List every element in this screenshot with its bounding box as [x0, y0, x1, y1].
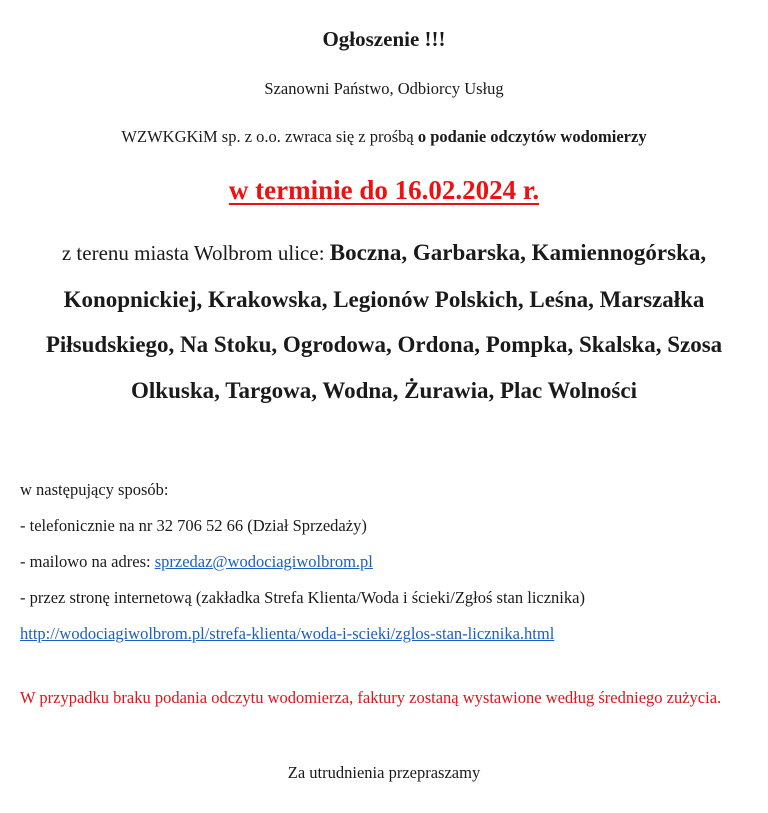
request-text	[0, 126, 768, 148]
deadline	[0, 172, 768, 208]
methods-heading: w następujący sposób:	[20, 480, 169, 499]
warning-text: W przypadku braku podania odczytu wodomierza, faktury zostaną wystawione według średniego zużycia.	[20, 688, 722, 707]
streets-list: Boczna, Garbarska, Kamiennogórska, Konopnickiej, Krakowska, Legionów Polskich, Leśna, Marszałka Piłsudskiego, Na Stoku, Ogrodowa, Ordona, Pompka, Skalska, Szosa Olkuska, Targowa, Wodna, Żurawia, Plac Wolności	[45, 240, 723, 403]
streets-intro: z terenu miasta Wolbrom ulice:	[61, 241, 330, 265]
email-link[interactable]: sprzedaz@wodociagiwolbrom.pl	[154, 552, 373, 571]
closing-text: Za utrudnienia przepraszamy	[287, 763, 481, 782]
method-phone: - telefonicznie na nr 32 706 52 66 (Dział Sprzedaży)	[20, 516, 367, 535]
announcement-title: Ogłoszenie !!!	[322, 27, 446, 51]
method-email	[20, 544, 760, 580]
deadline-text: w terminie do 16.02.2024 r.	[228, 175, 540, 205]
request-bold: o podanie odczytów wodomierzy	[417, 127, 647, 146]
contact-methods	[20, 472, 760, 652]
request-prefix: WZWKGKiM sp. z o.o. zwraca się z prośbą	[121, 127, 418, 146]
method-email-prefix: - mailowo na adres:	[20, 552, 155, 571]
method-url	[20, 616, 760, 652]
meter-reading-link[interactable]: http://wodociagiwolbrom.pl/strefa-klienta/woda-i-scieki/zglos-stan-licznika.html	[20, 624, 555, 643]
streets-paragraph	[12, 230, 756, 413]
greeting: Szanowni Państwo, Odbiorcy Usług	[264, 79, 504, 98]
method-web: - przez stronę internetową (zakładka Strefa Klienta/Woda i ścieki/Zgłoś stan licznika)	[20, 588, 585, 607]
